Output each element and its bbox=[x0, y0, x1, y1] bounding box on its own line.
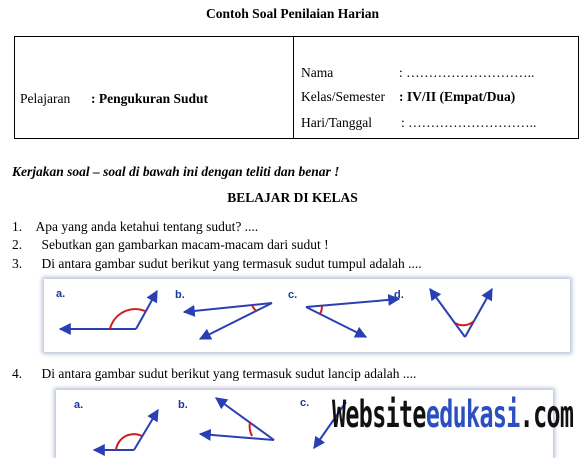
angle-drawings-q3 bbox=[44, 279, 570, 352]
info-table bbox=[14, 36, 579, 139]
watermark-logo bbox=[332, 393, 573, 436]
pelajaran-label: Pelajaran bbox=[20, 91, 71, 106]
question-text: Di antara gambar sudut berikut yang termasuk sudut tumpul adalah .... bbox=[41, 256, 422, 271]
angle-b bbox=[184, 303, 272, 339]
question-text: Sebutkan gan gambarkan macam-macam dari sudut ! bbox=[41, 237, 329, 252]
kelas-value: : IV/II (Empat/Dua) bbox=[399, 89, 516, 104]
angle-a bbox=[94, 410, 158, 450]
question-text: Di antara gambar sudut berikut yang termasuk sudut lancip adalah .... bbox=[41, 366, 417, 381]
question-number: 4. bbox=[12, 366, 23, 381]
option-label-b: b. bbox=[178, 399, 188, 411]
option-label-d: d. bbox=[394, 289, 404, 301]
page-title: Contoh Soal Penilaian Harian bbox=[206, 6, 379, 21]
section-title: BELAJAR DI KELAS bbox=[227, 190, 358, 205]
option-label-a: a. bbox=[56, 288, 66, 300]
watermark-part: Website bbox=[332, 393, 426, 436]
angle-c bbox=[306, 299, 399, 337]
table-divider bbox=[293, 37, 294, 138]
question-number: 2. bbox=[12, 237, 23, 252]
watermark-part: edukasi bbox=[425, 393, 520, 436]
option-label-b: b. bbox=[175, 289, 185, 301]
question-3 bbox=[12, 256, 422, 272]
pelajaran-value: : Pengukuran Sudut bbox=[91, 91, 209, 106]
option-label-a: a. bbox=[74, 399, 84, 411]
option-label-c: c. bbox=[288, 289, 298, 301]
question-1 bbox=[12, 219, 258, 235]
nama-label: Nama bbox=[301, 65, 334, 80]
option-label-c: c. bbox=[300, 397, 310, 409]
instruction: Kerjakan soal – soal di bawah ini dengan teliti dan benar ! bbox=[12, 164, 340, 179]
kelas-label: Kelas/Semester bbox=[301, 89, 385, 104]
question-text: Apa yang anda ketahui tentang sudut? .... bbox=[35, 219, 259, 234]
question-4 bbox=[12, 366, 416, 382]
angle-figure-panel-q3 bbox=[44, 279, 570, 352]
watermark-part: .com bbox=[519, 393, 574, 436]
nama-value: : ……………………….. bbox=[399, 65, 535, 80]
question-number: 3. bbox=[12, 256, 23, 271]
angle-a bbox=[60, 291, 157, 329]
hari-value: : ……………………….. bbox=[401, 115, 537, 130]
question-2 bbox=[12, 237, 329, 253]
hari-label: Hari/Tanggal bbox=[301, 115, 373, 130]
angle-d bbox=[430, 289, 492, 337]
question-number: 1. bbox=[12, 219, 23, 234]
angle-b bbox=[200, 398, 274, 440]
